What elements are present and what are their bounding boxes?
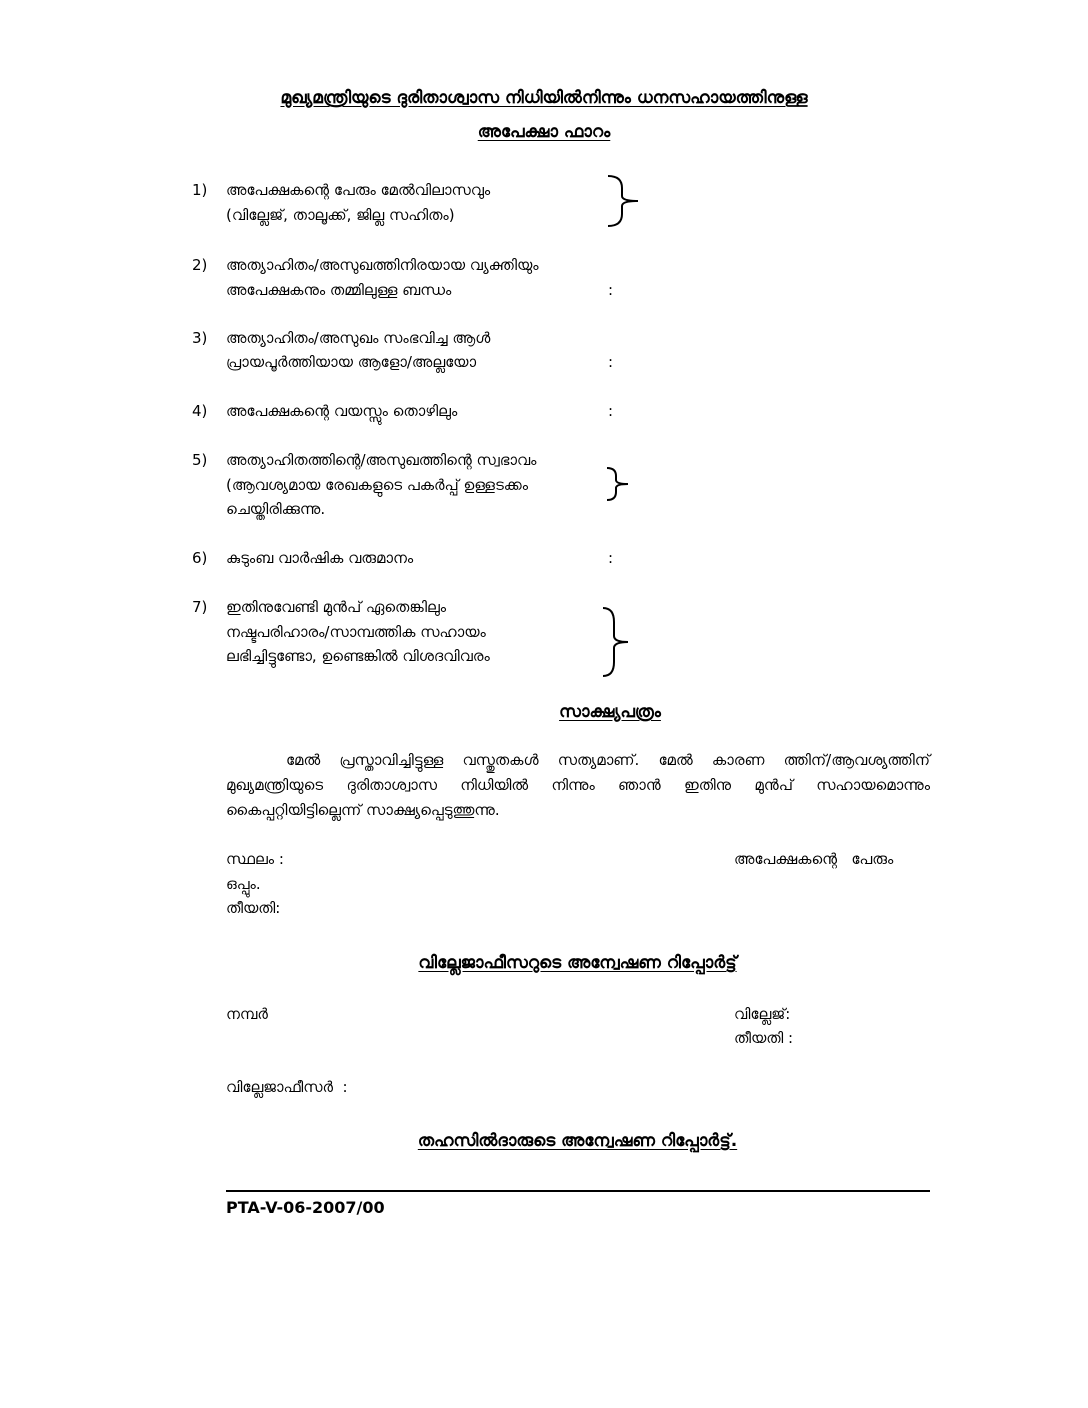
village-report-heading: വില്ലേജാഫീസറുടെ അന്വേഷണ റിപ്പോർട്ട് [418, 953, 737, 973]
item-2-line-2: അപേക്ഷകനും തമ്മിലുള്ള ബന്ധം [226, 281, 452, 299]
declaration-text: മേൽ പ്രസ്താവിച്ചിട്ടുള്ള വസ്തുതകൾ സത്യമാണ്. മേൽ കാരണ ത്തിന്/ആവശ്യത്തിന് മുഖ്യമന്ത്രിയുടെ ദുരിതാശ്വാസ നിധിയിൽ നിന്നും ഞാൻ ഇതിനു മുൻപ് സഹായമൊന്നും കൈപ്പറ്റിയിട്ടില്ലെന്ന് സാക്ഷ്യപ്പെടുത്തുന്നു. [226, 751, 930, 819]
village-officer-label: വില്ലേജാഫീസർ : [226, 1078, 348, 1096]
item-7-line-3: ലഭിച്ചിട്ടുണ്ടോ, ഉണ്ടെങ്കിൽ വിശദവിവരം [226, 647, 490, 665]
item-2-colon: : [608, 281, 614, 299]
village-label: വില്ലേജ്: [734, 1005, 791, 1023]
number-label: നമ്പർ [226, 1005, 268, 1023]
form-subtitle: അപേക്ഷാ ഫാറം [477, 122, 611, 142]
item-1-number: 1) [192, 181, 208, 199]
item-7-brace [600, 606, 634, 678]
item-1-line-1: അപേക്ഷകന്റെ പേരും മേൽവിലാസവും [226, 181, 491, 199]
item-4-line-1: അപേക്ഷകന്റെ വയസ്സും തൊഴിലും [226, 402, 458, 420]
item-5-line-1: അത്യാഹിതത്തിന്റെ/അസുഖത്തിന്റെ സ്വഭാവം [226, 451, 537, 469]
item-6-line-1: കുടുംബ വാർഷിക വരുമാനം [226, 549, 414, 567]
footer-code: PTA-V-06-2007/00 [226, 1198, 385, 1217]
item-2-number: 2) [192, 256, 208, 274]
signature-label: ഒപ്പും. [226, 875, 261, 893]
item-1-line-2: (വില്ലേജ്, താലൂക്ക്, ജില്ല സഹിതം) [226, 206, 455, 224]
item-4-colon: : [608, 402, 614, 420]
declaration-date-label: തീയതി: [226, 899, 281, 917]
form-title: മുഖ്യമന്ത്രിയുടെ ദുരിതാശ്വാസ നിധിയിൽനിന്നും ധനസഹായത്തിനുള്ള [280, 88, 808, 108]
applicant-name-label: അപേക്ഷകന്റെ പേരും [734, 850, 894, 868]
item-6-number: 6) [192, 549, 208, 567]
item-5-line-3: ചെയ്തിരിക്കുന്നു. [226, 500, 326, 518]
item-1-brace [604, 174, 644, 228]
item-3-colon: : [608, 353, 614, 371]
declaration-paragraph [226, 748, 930, 823]
item-3-number: 3) [192, 329, 208, 347]
item-5-number: 5) [192, 451, 208, 469]
item-7-line-1: ഇതിനുവേണ്ടി മുൻപ് ഏതെങ്കിലും [226, 598, 447, 616]
village-date-label: തീയതി : [734, 1029, 794, 1047]
declaration-heading: സാക്ഷ്യപത്രം [559, 702, 661, 722]
item-7-line-2: നഷ്ടപരിഹാരം/സാമ്പത്തിക സഹായം [226, 623, 486, 641]
item-3-line-1: അത്യാഹിതം/അസുഖം സംഭവിച്ച ആൾ [226, 329, 491, 347]
item-7-number: 7) [192, 598, 208, 616]
item-5-brace [604, 466, 634, 502]
tahsildar-report-heading: തഹസിൽദാരുടെ അന്വേഷണ റിപ്പോർട്ട്. [417, 1131, 738, 1151]
item-6-colon: : [608, 549, 614, 567]
place-label: സ്ഥലം : [226, 850, 284, 868]
item-2-line-1: അത്യാഹിതം/അസുഖത്തിനിരയായ വ്യക്തിയും [226, 256, 539, 274]
item-3-line-2: പ്രായപൂർത്തിയായ ആളോ/അല്ലയോ [226, 353, 477, 371]
item-5-line-2: (ആവശ്യമായ രേഖകളുടെ പകർപ്പ് ഉള്ളടക്കം [226, 476, 528, 494]
item-4-number: 4) [192, 402, 208, 420]
footer-rule [226, 1190, 930, 1192]
